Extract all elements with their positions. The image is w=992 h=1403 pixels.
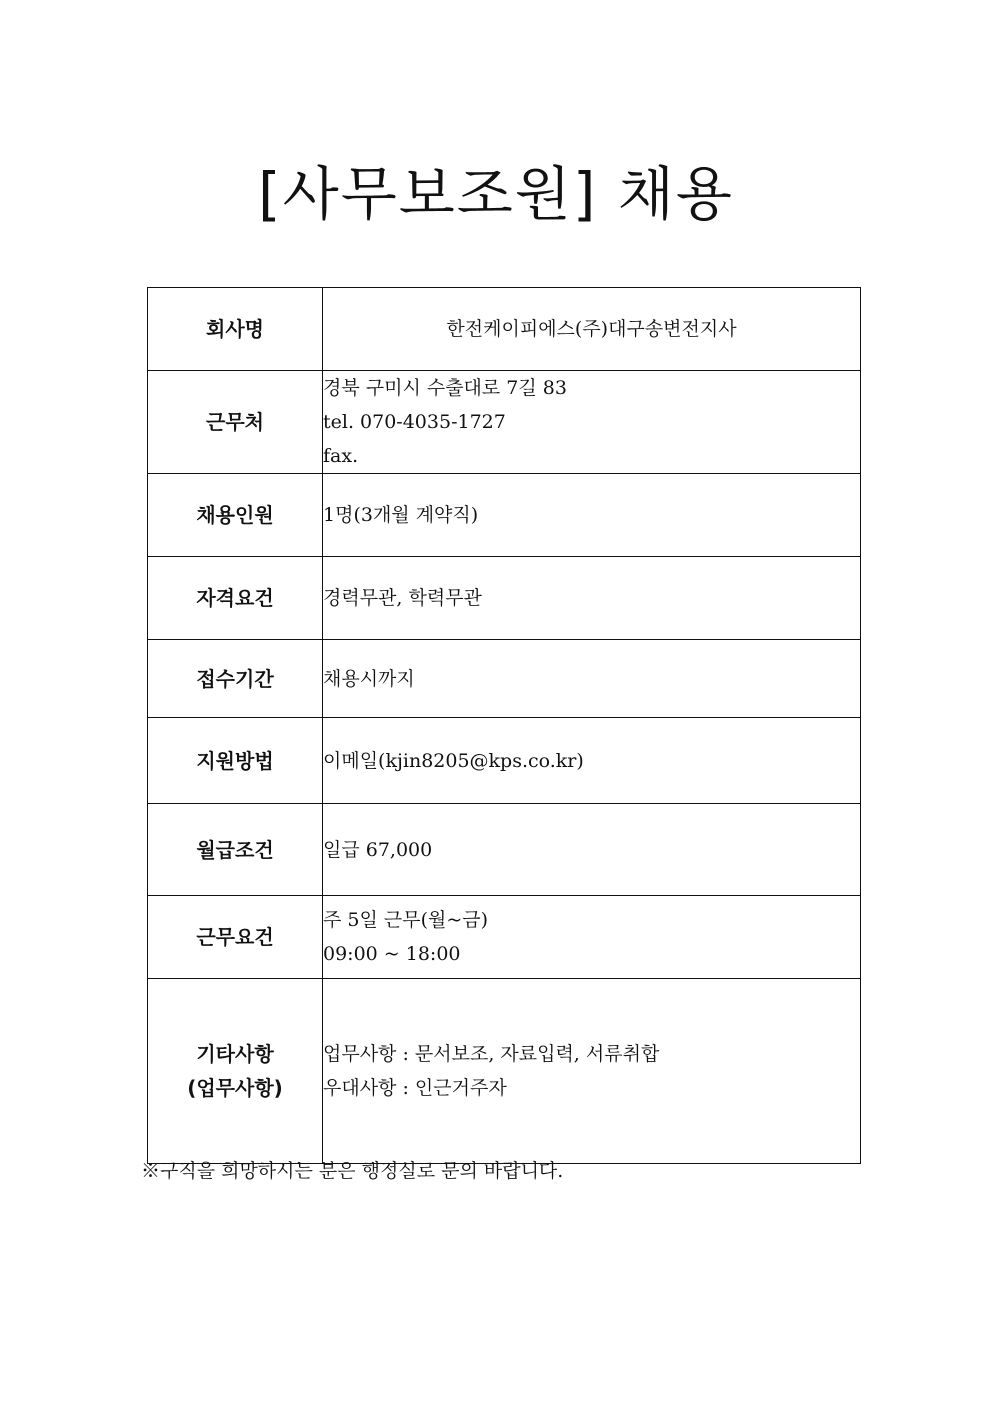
table-row-application-method	[148, 718, 861, 804]
table-row-application-period	[148, 640, 861, 718]
row-value	[323, 979, 861, 1164]
row-label: 지원방법	[148, 718, 323, 804]
footnote: ※구직을 희망하시는 분은 행정실로 문의 바랍니다.	[141, 1160, 564, 1182]
table-row-work-conditions	[148, 896, 861, 979]
row-label: 근무처	[148, 371, 323, 474]
row-value	[323, 557, 861, 640]
row-value	[323, 640, 861, 718]
row-value	[323, 371, 861, 474]
headcount-value: 1명(3개월 계약직)	[323, 504, 479, 526]
page-title: [사무보조원] 채용	[258, 160, 734, 228]
job-info-table	[147, 287, 861, 1164]
table-row-workplace	[148, 371, 861, 474]
preference-line: 우대사항 : 인근거주자	[323, 1077, 507, 1099]
table-row-salary	[148, 804, 861, 896]
row-label: 월급조건	[148, 804, 323, 896]
company-name: 한전케이피에스(주)대구송변전지사	[446, 318, 737, 340]
row-value	[323, 896, 861, 979]
fax-line: fax.	[323, 445, 359, 467]
row-value	[323, 804, 861, 896]
application-period-value: 채용시까지	[323, 667, 415, 690]
row-label: 채용인원	[148, 474, 323, 557]
application-method-value: 이메일(kjin8205@kps.co.kr)	[323, 749, 584, 772]
duties-line: 업무사항 : 문서보조, 자료입력, 서류취합	[323, 1043, 660, 1065]
row-value	[323, 474, 861, 557]
address-line: 경북 구미시 수출대로 7길 83	[323, 377, 567, 399]
row-value	[323, 718, 861, 804]
salary-value: 일급 67,000	[323, 838, 433, 861]
work-hours-line: 09:00 ~ 18:00	[323, 943, 461, 965]
row-label: 회사명	[148, 288, 323, 371]
row-label: 근무요건	[148, 896, 323, 979]
other-label-subline: (업무사항)	[187, 1076, 283, 1100]
qualifications-value: 경력무관, 학력무관	[323, 587, 482, 609]
table-row-headcount	[148, 474, 861, 557]
phone-line: tel. 070-4035-1727	[323, 411, 506, 433]
row-label: 자격요건	[148, 557, 323, 640]
row-label: 접수기간	[148, 640, 323, 718]
row-value	[323, 288, 861, 371]
work-days-line: 주 5일 근무(월~금)	[323, 909, 489, 931]
row-label	[148, 979, 323, 1164]
table-row-qualifications	[148, 557, 861, 640]
other-label-line: 기타사항	[196, 1042, 274, 1066]
table-row-other	[148, 979, 861, 1164]
table-row-company	[148, 288, 861, 371]
